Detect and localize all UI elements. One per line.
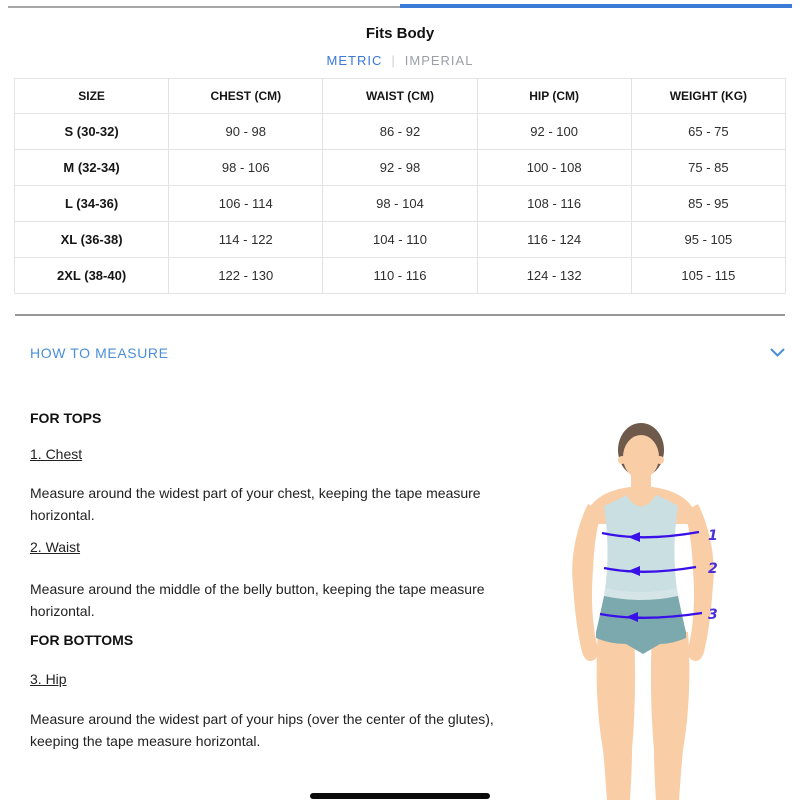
table-row-m — [15, 150, 786, 186]
size-cell: L (34-36) — [15, 186, 169, 222]
how-to-measure-toggle[interactable] — [30, 345, 785, 365]
size-cell: XL (36-38) — [15, 222, 169, 258]
col-header-hip: HIP (CM) — [477, 79, 631, 114]
chest-cell: 106 - 114 — [169, 186, 323, 222]
weight-cell: 75 - 85 — [631, 150, 785, 186]
figure-legs — [597, 632, 690, 800]
text-line: keeping the tape measure horizontal. — [30, 733, 261, 749]
measurement-figure — [560, 420, 800, 800]
figure-face — [623, 435, 659, 479]
unit-separator: | — [391, 53, 396, 68]
home-indicator — [310, 793, 490, 799]
text-line: horizontal. — [30, 603, 95, 619]
figure-label-1: 1 — [708, 528, 718, 544]
col-header-size: SIZE — [15, 79, 169, 114]
size-cell: 2XL (38-40) — [15, 258, 169, 294]
size-cell: S (30-32) — [15, 114, 169, 150]
text-line: Measure around the middle of the belly button, keeping the tape measure — [30, 581, 485, 597]
for-bottoms-heading: FOR BOTTOMS — [30, 632, 134, 648]
how-to-measure-title: HOW TO MEASURE — [30, 345, 169, 361]
chevron-down-icon[interactable] — [770, 348, 785, 358]
chest-step-label: 1. Chest — [30, 446, 83, 462]
figure-label-3: 3 — [708, 607, 718, 623]
chest-cell: 90 - 98 — [169, 114, 323, 150]
hip-cell: 108 - 116 — [477, 186, 631, 222]
page-title: Fits Body — [365, 25, 435, 42]
hip-cell: 92 - 100 — [477, 114, 631, 150]
col-header-weight: WEIGHT (KG) — [631, 79, 785, 114]
size-cell: M (32-34) — [15, 150, 169, 186]
table-row-2xl — [15, 258, 786, 294]
chest-cell: 114 - 122 — [169, 222, 323, 258]
hip-cell: 124 - 132 — [477, 258, 631, 294]
metric-toggle[interactable]: METRIC — [326, 53, 383, 68]
chest-cell: 98 - 106 — [169, 150, 323, 186]
figure-label-2: 2 — [708, 561, 718, 577]
unit-toggle — [0, 53, 800, 68]
for-tops-heading: FOR TOPS — [30, 410, 102, 426]
col-header-waist: WAIST (CM) — [323, 79, 477, 114]
weight-cell: 95 - 105 — [631, 222, 785, 258]
table-row-xl — [15, 222, 786, 258]
table-row-s — [15, 114, 786, 150]
figure-tank-top — [604, 495, 678, 597]
weight-cell: 65 - 75 — [631, 114, 785, 150]
table-header-row — [15, 79, 786, 114]
size-table — [14, 78, 786, 294]
waist-cell: 110 - 116 — [323, 258, 477, 294]
waist-cell: 98 - 104 — [323, 186, 477, 222]
imperial-toggle[interactable]: IMPERIAL — [404, 53, 474, 68]
chest-cell: 122 - 130 — [169, 258, 323, 294]
waist-step-label: 2. Waist — [30, 539, 81, 555]
hip-step-text — [30, 708, 530, 752]
text-line: Measure around the widest part of your chest, keeping the tape measure — [30, 485, 481, 501]
chest-step-text — [30, 482, 530, 526]
waist-step-text — [30, 578, 530, 622]
weight-cell: 85 - 95 — [631, 186, 785, 222]
waist-cell: 104 - 110 — [323, 222, 477, 258]
waist-cell: 86 - 92 — [323, 114, 477, 150]
hip-cell: 116 - 124 — [477, 222, 631, 258]
text-line: horizontal. — [30, 507, 95, 523]
weight-cell: 105 - 115 — [631, 258, 785, 294]
section-divider — [15, 314, 785, 316]
col-header-chest: CHEST (CM) — [169, 79, 323, 114]
waist-cell: 92 - 98 — [323, 150, 477, 186]
hip-cell: 100 - 108 — [477, 150, 631, 186]
tab-indicator-active[interactable] — [400, 4, 792, 8]
table-row-l — [15, 186, 786, 222]
hip-step-label: 3. Hip — [30, 671, 67, 687]
text-line: Measure around the widest part of your hips (over the center of the glutes), — [30, 711, 494, 727]
tab-indicator-inactive[interactable] — [8, 6, 400, 8]
